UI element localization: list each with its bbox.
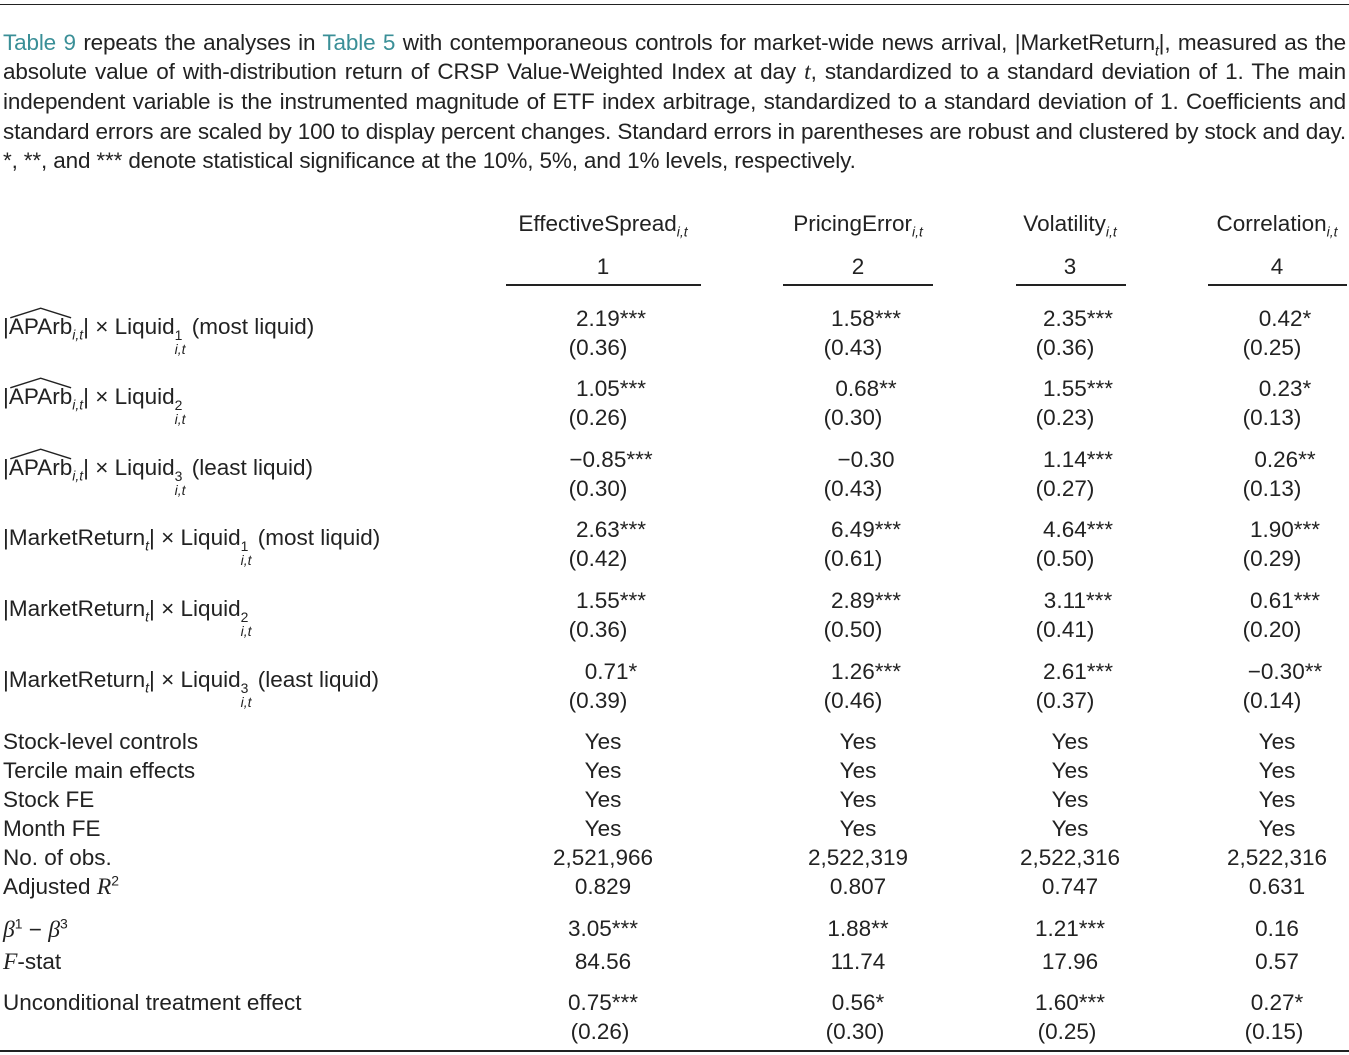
- beta-minus: −: [22, 917, 49, 942]
- label-market-return: MarketReturn: [8, 525, 146, 550]
- se-cell: (0.27): [1035, 476, 1095, 501]
- label-tercile-script: [241, 611, 252, 639]
- coef-cell: 1.58***: [830, 306, 902, 331]
- row-label-market-tercile-2: [3, 596, 251, 639]
- label-liquid: Liquid: [114, 314, 175, 339]
- beta-diff-cell: 3.05***: [567, 916, 639, 941]
- label-times: ×: [154, 667, 181, 692]
- coef-cell: 0.26**: [1254, 447, 1316, 472]
- label-tercile-number: 2: [174, 397, 183, 414]
- label-abs-open: |: [3, 384, 9, 409]
- unconditional-se-cell: (0.26): [570, 1019, 630, 1044]
- se-cell: (0.36): [568, 335, 628, 360]
- se-cell: (0.46): [823, 688, 883, 713]
- hat-accent-icon: [9, 448, 72, 460]
- coef-cell: 2.89***: [830, 588, 902, 613]
- se-cell: (0.13): [1242, 476, 1302, 501]
- label-liquid: Liquid: [114, 384, 175, 409]
- stat-cell: Yes: [1051, 816, 1089, 841]
- caption-text-3: |, measured as the absolute value of with-distribution return of CRSP Value-Weighted Index at day: [3, 30, 1346, 85]
- se-cell: (0.20): [1242, 617, 1302, 642]
- stat-label-sup: 2: [111, 872, 119, 889]
- caption-day-t: t: [804, 59, 811, 86]
- column-header-sub: i,t: [1105, 223, 1117, 240]
- unconditional-label: Unconditional treatment effect: [3, 990, 302, 1015]
- stat-cell: Yes: [584, 787, 622, 812]
- label-tercile-number: 1: [174, 327, 183, 344]
- label-ap: AP: [8, 455, 38, 480]
- stat-label-text: Month FE: [3, 816, 101, 841]
- coef-cell: 0.42*: [1258, 306, 1312, 331]
- beta-diff-cell: 1.88**: [827, 916, 889, 941]
- fstat-cell: 84.56: [574, 949, 632, 974]
- unconditional-coef-cell: 0.27*: [1250, 990, 1304, 1015]
- column-header-sub: i,t: [1326, 223, 1338, 240]
- column-number-3: 3: [1063, 254, 1077, 279]
- stat-cell: Yes: [1258, 729, 1296, 754]
- stat-row-label: [3, 787, 94, 813]
- label-arb-sub: i,t: [72, 467, 84, 484]
- table-5-link[interactable]: Table 5: [322, 30, 396, 55]
- se-cell: (0.25): [1242, 335, 1302, 360]
- label-times: ×: [154, 525, 181, 550]
- label-abs-open: |: [3, 455, 9, 480]
- se-cell: (0.13): [1242, 405, 1302, 430]
- se-cell: (0.23): [1035, 405, 1095, 430]
- label-tercile-sub: i,t: [174, 411, 186, 428]
- stat-cell: 0.631: [1248, 874, 1306, 899]
- unconditional-se-cell: (0.30): [825, 1019, 885, 1044]
- column-header-sub: i,t: [676, 223, 688, 240]
- column-header-4: [1216, 211, 1338, 240]
- label-abs-close: |: [149, 525, 155, 550]
- label-times: ×: [88, 314, 115, 339]
- stat-cell: Yes: [1258, 816, 1296, 841]
- label-abs-open: |: [3, 667, 9, 692]
- stat-label-text: Adjusted: [3, 874, 97, 899]
- column-header-3: [1023, 211, 1117, 240]
- column-header-1: [518, 211, 688, 240]
- se-cell: (0.14): [1242, 688, 1302, 713]
- stat-cell: 0.807: [829, 874, 887, 899]
- coef-cell: 1.05***: [575, 376, 647, 401]
- beta-symbol: β: [48, 917, 60, 943]
- label-arb: Arb: [37, 384, 73, 409]
- label-market-return: MarketReturn: [8, 667, 146, 692]
- stat-row-label: [3, 816, 101, 842]
- caption-text-2: with contemporaneous controls for market-wide news arrival, |MarketReturn: [395, 30, 1155, 55]
- unconditional-coef-cell: 0.56*: [831, 990, 885, 1015]
- column-header-sub: i,t: [911, 223, 923, 240]
- beta-diff-label: [3, 917, 68, 944]
- fstat-text: -stat: [17, 949, 62, 974]
- coef-cell: 1.26***: [830, 659, 902, 684]
- coef-cell: −0.85***: [569, 447, 653, 472]
- stat-cell: Yes: [1258, 758, 1296, 783]
- column-number-4: 4: [1270, 254, 1284, 279]
- table-caption: [3, 28, 1346, 175]
- stat-cell: 2,522,319: [807, 845, 909, 870]
- coef-cell: −0.30: [837, 447, 895, 472]
- se-cell: (0.30): [568, 476, 628, 501]
- caption-text-1: repeats the analyses in: [75, 30, 323, 55]
- label-liquid: Liquid: [114, 455, 175, 480]
- label-abs-open: |: [3, 525, 9, 550]
- coef-cell: 4.64***: [1042, 517, 1114, 542]
- unconditional-coef-cell: 0.75***: [567, 990, 639, 1015]
- beta-symbol: β: [3, 917, 15, 943]
- fstat-cell: 0.57: [1255, 949, 1299, 974]
- beta-diff-cell: 1.21***: [1034, 916, 1106, 941]
- label-liquid: Liquid: [180, 667, 241, 692]
- coef-cell: 1.14***: [1042, 447, 1114, 472]
- label-ap-hat: [9, 314, 72, 340]
- coef-cell: 6.49***: [830, 517, 902, 542]
- hat-accent-icon: [9, 377, 72, 389]
- label-tercile-script: [175, 399, 186, 427]
- stat-cell: Yes: [1258, 787, 1296, 812]
- stat-cell: 0.829: [574, 874, 632, 899]
- stat-row-label: [3, 874, 119, 901]
- stat-label-text: Tercile main effects: [3, 758, 196, 783]
- label-tercile-number: 1: [240, 538, 249, 555]
- stat-label-text: Stock-level controls: [3, 729, 199, 754]
- se-cell: (0.29): [1242, 546, 1302, 571]
- column-underline-4: [1208, 284, 1347, 286]
- column-number-1: 1: [596, 254, 610, 279]
- se-cell: (0.41): [1035, 617, 1095, 642]
- label-abs-close: |: [149, 667, 155, 692]
- label-abs-close: |: [83, 314, 89, 339]
- coef-cell: 1.55***: [1042, 376, 1114, 401]
- label-tercile-sub: i,t: [174, 482, 186, 499]
- label-abs-open: |: [3, 314, 9, 339]
- stat-cell: Yes: [839, 787, 877, 812]
- top-rule: [0, 4, 1349, 5]
- beta-sup-3: 3: [59, 915, 68, 932]
- label-note: (most liquid): [251, 525, 381, 550]
- label-market-sub: t: [145, 537, 150, 554]
- stat-cell: Yes: [584, 729, 622, 754]
- stat-label-text: No. of obs.: [3, 845, 112, 870]
- label-note: (most liquid): [185, 314, 315, 339]
- stat-cell: 2,522,316: [1226, 845, 1328, 870]
- coef-cell: 2.63***: [575, 517, 647, 542]
- label-times: ×: [154, 596, 181, 621]
- stat-label-math: R: [96, 874, 112, 900]
- stat-row-label: [3, 845, 112, 871]
- row-label-arb-tercile-3: [3, 455, 313, 498]
- se-cell: (0.43): [823, 476, 883, 501]
- label-tercile-number: 2: [240, 609, 249, 626]
- label-tercile-sub: i,t: [240, 694, 252, 711]
- column-header-2: [793, 211, 923, 240]
- label-tercile-script: [175, 470, 186, 498]
- se-cell: (0.43): [823, 335, 883, 360]
- beta-diff-cell: 0.16: [1255, 916, 1299, 941]
- stat-row-label: [3, 729, 198, 755]
- coef-cell: 1.90***: [1249, 517, 1321, 542]
- column-underline-2: [783, 284, 933, 286]
- label-market-sub: t: [145, 608, 150, 625]
- se-cell: (0.26): [568, 405, 628, 430]
- stat-cell: 2,521,966: [552, 845, 654, 870]
- label-market-sub: t: [145, 679, 150, 696]
- stat-cell: Yes: [839, 729, 877, 754]
- fstat-cell: 11.74: [830, 949, 886, 974]
- coef-cell: 1.55***: [575, 588, 647, 613]
- stat-cell: Yes: [839, 816, 877, 841]
- label-tercile-sub: i,t: [240, 552, 252, 569]
- label-arb-sub: i,t: [72, 326, 84, 343]
- caption-text-4: , standardized to a standard deviation of 1. The main independent variable is the instrumented magnitude of ETF index arbitrage, standardized to a standard deviation of 1. Coefficients and standard errors are scaled by 100 to display percent changes. Standard errors in parentheses are robust and clustered by stock and day. *, **, and *** denote statistical significance at the 10%, 5%, and 1% levels, respectively.: [3, 59, 1346, 173]
- label-tercile-number: 3: [240, 680, 249, 697]
- column-header-name: EffectiveSpread: [518, 211, 677, 236]
- stat-cell: 0.747: [1041, 874, 1099, 899]
- stat-label-text: Stock FE: [3, 787, 95, 812]
- column-number-2: 2: [851, 254, 865, 279]
- label-times: ×: [88, 384, 115, 409]
- label-tercile-script: [241, 682, 252, 710]
- label-abs-close: |: [83, 455, 89, 480]
- se-cell: (0.50): [1035, 546, 1095, 571]
- coef-cell: 0.68**: [835, 376, 897, 401]
- label-abs-open: |: [3, 596, 9, 621]
- label-tercile-number: 3: [174, 468, 183, 485]
- coef-cell: 0.71*: [584, 659, 638, 684]
- label-abs-close: |: [149, 596, 155, 621]
- fstat-label: [3, 949, 61, 976]
- fstat-math: F: [3, 949, 18, 975]
- label-times: ×: [88, 455, 115, 480]
- column-underline-3: [1016, 284, 1126, 286]
- label-tercile-sub: i,t: [240, 623, 252, 640]
- label-note: (least liquid): [251, 667, 380, 692]
- coef-cell: 3.11***: [1043, 588, 1113, 613]
- label-abs-close: |: [83, 384, 89, 409]
- label-market-return: MarketReturn: [8, 596, 146, 621]
- column-header-name: Volatility: [1023, 211, 1106, 236]
- coef-cell: 0.23*: [1258, 376, 1312, 401]
- stat-row-label: [3, 758, 195, 784]
- label-tercile-script: [241, 540, 252, 568]
- row-label-arb-tercile-1: [3, 314, 314, 357]
- unconditional-se-cell: (0.25): [1037, 1019, 1097, 1044]
- coef-cell: 2.19***: [575, 306, 647, 331]
- se-cell: (0.30): [823, 405, 883, 430]
- beta-sup-1: 1: [14, 915, 23, 932]
- coef-cell: 2.61***: [1042, 659, 1114, 684]
- table-9-link[interactable]: Table 9: [3, 30, 76, 55]
- se-cell: (0.50): [823, 617, 883, 642]
- label-ap: AP: [8, 384, 38, 409]
- se-cell: (0.42): [568, 546, 628, 571]
- label-ap: AP: [8, 314, 38, 339]
- fstat-cell: 17.96: [1041, 949, 1099, 974]
- column-header-name: Correlation: [1216, 211, 1327, 236]
- unconditional-se-cell: (0.15): [1244, 1019, 1304, 1044]
- stat-cell: Yes: [1051, 729, 1089, 754]
- column-underline-1: [506, 284, 701, 286]
- unconditional-coef-cell: 1.60***: [1034, 990, 1106, 1015]
- label-arb-sub: i,t: [72, 396, 84, 413]
- stat-cell: Yes: [584, 758, 622, 783]
- hat-accent-icon: [9, 307, 72, 319]
- stat-cell: Yes: [839, 758, 877, 783]
- coef-cell: −0.30**: [1247, 659, 1323, 684]
- stat-cell: 2,522,316: [1019, 845, 1121, 870]
- label-ap-hat: [9, 384, 72, 410]
- column-header-name: PricingError: [793, 211, 912, 236]
- stat-cell: Yes: [1051, 758, 1089, 783]
- label-arb: Arb: [37, 314, 73, 339]
- se-cell: (0.37): [1035, 688, 1095, 713]
- label-arb: Arb: [37, 455, 73, 480]
- row-label-market-tercile-3: [3, 667, 379, 710]
- label-liquid: Liquid: [180, 525, 241, 550]
- row-label-arb-tercile-2: [3, 384, 186, 427]
- label-tercile-script: [175, 329, 186, 357]
- se-cell: (0.36): [1035, 335, 1095, 360]
- coef-cell: 2.35***: [1042, 306, 1114, 331]
- se-cell: (0.61): [823, 546, 883, 571]
- label-liquid: Liquid: [180, 596, 241, 621]
- se-cell: (0.36): [568, 617, 628, 642]
- label-tercile-sub: i,t: [174, 341, 186, 358]
- caption-sub-t: t: [1154, 42, 1159, 59]
- label-ap-hat: [9, 455, 72, 481]
- coef-cell: 0.61***: [1249, 588, 1321, 613]
- bottom-rule: [0, 1050, 1349, 1052]
- stat-cell: Yes: [1051, 787, 1089, 812]
- row-label-market-tercile-1: [3, 525, 380, 568]
- label-note: (least liquid): [185, 455, 314, 480]
- stat-cell: Yes: [584, 816, 622, 841]
- se-cell: (0.39): [568, 688, 628, 713]
